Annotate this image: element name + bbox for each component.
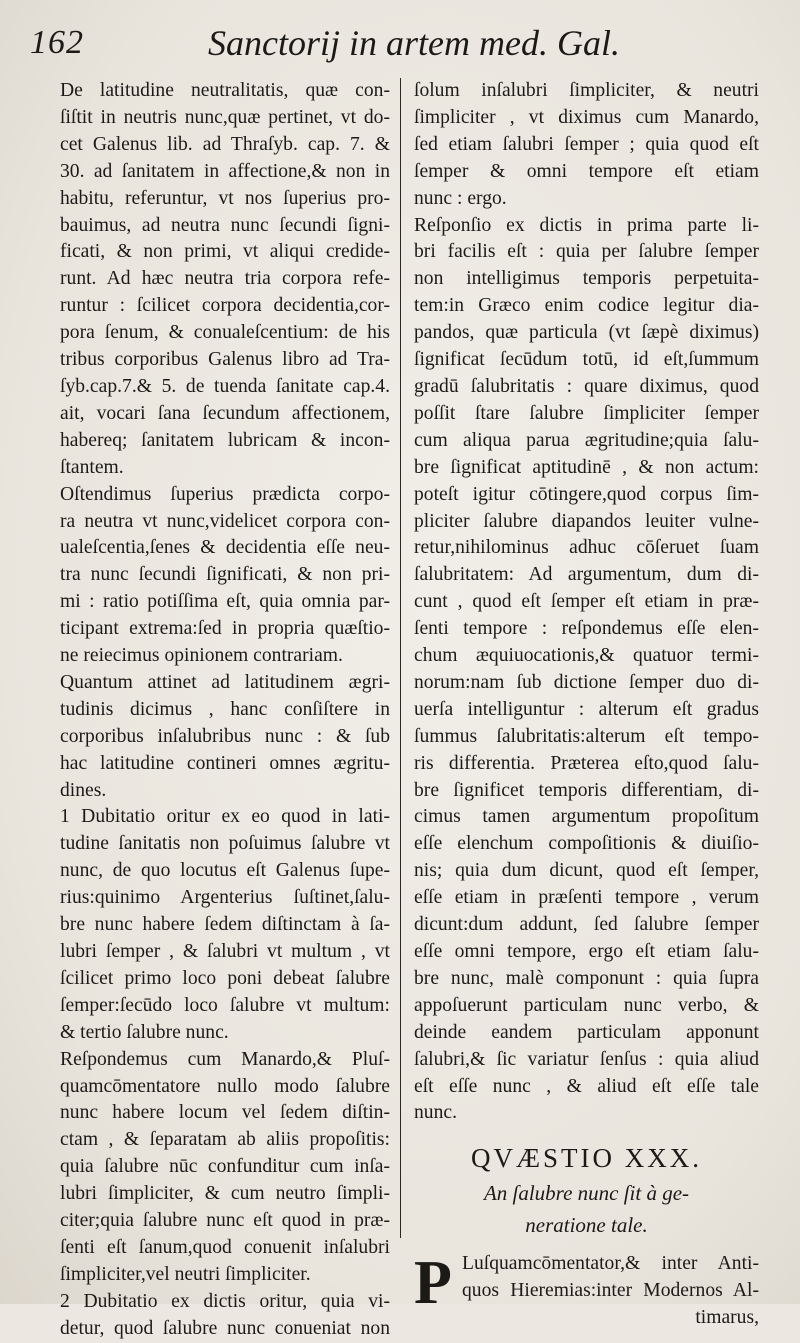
text-line: quia ſalubre nūc confunditur cum inſa- [60, 1156, 390, 1178]
text-line: appoſuerunt particulam nunc verbo, & [414, 994, 759, 1016]
text-line: retur,nihilominus adhuc cōſeruet ſuam [414, 537, 759, 559]
text-line: ſignificat ſecūdum totū, id eſt,ſummum [414, 349, 759, 371]
text-line: bauimus, ad neutra nunc ſecundi ſigni- [60, 214, 390, 236]
right-column-text [414, 78, 759, 1127]
text-line: tra nunc ſecundi ſignificati, & non pri- [60, 564, 390, 586]
text-line: eſſe etiam in præſenti tempore , verum [414, 887, 759, 909]
text-line: Oſtendimus ſuperius prædicta corpo- [60, 483, 390, 505]
text-line: uerſa intelliguntur : alterum eſt gradus [414, 698, 759, 720]
text-line: bre ſignificet temporis differentiam, di- [414, 779, 759, 801]
text-line: ſenti tempore : reſpondemus eſſe elen- [414, 618, 759, 640]
text-line: nunc : ergo. [414, 187, 507, 209]
text-line: dicunt:dum addunt, ſed ſalubre ſemper [414, 914, 759, 936]
text-line: De latitudine neutralitatis, quæ con- [60, 80, 390, 101]
text-line: runt. Ad hæc neutra tria corpora refe- [60, 268, 390, 290]
text-line: nunc, de quo locutus eſt Galenus ſupe- [60, 860, 390, 882]
text-line: eſſe omni tempore, ergo eſt etiam ſalu- [414, 941, 759, 962]
text-line: ſiſtit in neutris nunc,quæ pertinet, vt do- [60, 106, 390, 128]
text-line: cimus tamen argumentum propoſitum [414, 806, 759, 828]
text-line: & tertio ſalubre nunc. [60, 1021, 229, 1043]
text-line: ſcilicet primo loco poni debeat ſalubre [60, 967, 390, 989]
question-title: QVÆSTIO XXX. [471, 1143, 702, 1174]
text-line: ſalubri,& ſic variatur ſenſus : quia aliud [414, 1048, 759, 1070]
right-column [414, 78, 759, 1332]
text-line: eſt eſſe nunc , & aliud eſt eſſe tale [414, 1075, 759, 1097]
left-column [60, 78, 390, 1343]
text-line: chum æquiuocationis,& quatuor termi- [414, 645, 759, 667]
text-line: habitu, referuntur, vt nos ſuperius pro- [60, 187, 390, 209]
text-line: nis; quia dum dicunt, quod eſt ſemper, [414, 860, 759, 882]
text-line: detur, quod ſalubre nunc conueniat non [60, 1317, 390, 1339]
text-line: non intelligimus temporis perpetuita- [414, 268, 759, 290]
text-line: pora ſenum, & conualeſcentium: de his [60, 322, 390, 344]
text-line: ſummus ſalubritatis:alterum eſt tempo- [414, 725, 759, 747]
text-line: lubri ſemper , & ſalubri vt multum , vt [60, 941, 390, 962]
text-line: poſſit ſtare ſalubre ſimpliciter ſemper [414, 402, 759, 424]
drop-capital: P [414, 1249, 452, 1318]
text-line: ticipant extrema:ſed in propria quæſtio- [60, 618, 390, 640]
text-line: Reſpondemus cum Manardo,& Pluſ- [60, 1048, 390, 1070]
text-line: gradū ſalubritatis : quare diximus, quod [414, 375, 759, 397]
opening-line: Luſquamcōmentator,& inter Anti- [462, 1253, 759, 1275]
text-line: ſemper:ſecūdo loco ſalubre vt multum: [60, 994, 390, 1016]
text-line: hac latitudine contineri omnes ægritu- [60, 752, 390, 774]
opening-line: quos Hieremias:inter Modernos Al- [462, 1280, 759, 1302]
opening-paragraph [414, 1251, 759, 1332]
text-line: lubri ſimpliciter, & cum neutro ſimpli- [60, 1183, 390, 1205]
text-line: tribus corporibus Galenus libro ad Tra- [60, 349, 390, 371]
text-line: bre nunc, malè componunt : quia ſupra [414, 967, 759, 989]
column-divider [400, 78, 401, 1238]
text-line: ait, vocari ſana ſecundum affectionem, [60, 402, 390, 424]
text-line: Reſponſio ex dictis in prima parte li- [414, 214, 759, 236]
text-line: dines. [60, 779, 107, 801]
text-line: ſimpliciter,vel neutri ſimpliciter. [60, 1263, 311, 1285]
page-header [30, 22, 770, 72]
text-line: corporibus inſalubribus nunc : & ſub [60, 725, 390, 747]
text-line: cunt , quod eſt ſemper eſt etiam in præ- [414, 591, 759, 613]
text-line: 2 Dubitatio ex dictis oritur, quia vi- [60, 1290, 390, 1312]
text-line: ſemper & omni tempore eſt etiam [414, 160, 759, 182]
text-line: tudinis dicimus , hanc conſiſtere in [60, 698, 390, 720]
text-line: ſyb.cap.7.& 5. de tuenda ſanitate cap.4. [60, 375, 390, 397]
question-subtitle-line-1: An ſalubre nunc ſit à ge- [483, 1181, 690, 1206]
text-line: nunc. [414, 1102, 457, 1124]
text-line: tem:in Græco enim codice legitur dia- [414, 295, 759, 317]
text-line: pliciter ſalubre diapandos leuiter vulne- [414, 510, 759, 532]
text-line: Quantum attinet ad latitudinem ægri- [60, 671, 390, 693]
text-line: quamcōmentatore nullo modo ſalubre [60, 1075, 390, 1097]
text-line: cet Galenus lib. ad Thraſyb. cap. 7. & [60, 133, 390, 155]
text-line: ſed etiam ſalubri ſemper ; quia quod eſt [414, 133, 759, 155]
text-line: ſimpliciter , vt diximus cum Manardo, [414, 106, 759, 128]
text-line: ne reiecimus opinionem contrariam. [60, 645, 343, 667]
text-line: ualeſcentia,ſenes & decidentia eſſe neu- [60, 537, 390, 559]
text-line: pandos, quæ particula (vt ſæpè diximus) [414, 322, 759, 344]
text-line: bre nunc habere ſedem diſtinctam à ſa- [60, 914, 390, 936]
text-line: ra neutra vt nunc,videlicet corpora con- [60, 510, 390, 532]
text-line: ris differentia. Præterea eſto,quod ſalu- [414, 752, 759, 774]
text-line: ſenti eſt ſanum,quod conuenit inſalubri [60, 1236, 390, 1258]
text-line: 1 Dubitatio oritur ex eo quod in lati- [60, 806, 390, 828]
text-line: cum aliqua parua ægritudine;quia ſalu- [414, 429, 759, 451]
text-line: citer;quia ſalubre nunc eſt quod in præ- [60, 1210, 390, 1232]
text-line: eſſe elenchum compoſitionis & diuiſio- [414, 833, 759, 855]
text-line: bre ſignificat aptitudinē , & non actum: [414, 456, 759, 478]
text-line: norum:nam ſub dictione ſemper duo di- [414, 671, 759, 693]
question-subtitle-line-2: neratione tale. [525, 1213, 648, 1238]
text-line: tudine ſanitatis non poſuimus ſalubre vt [60, 833, 390, 855]
text-line: rius:quinimo Argenterius ſuſtinet,ſalu- [60, 887, 390, 909]
text-line: mi : ratio potiſſima eſt, quia omnia par- [60, 591, 390, 613]
running-head: Sanctorij in artem med. Gal. [208, 23, 620, 63]
text-line: ſolum inſalubri ſimpliciter, & neutri [414, 80, 759, 101]
text-line: nunc habere locum vel ſedem diſtin- [60, 1102, 390, 1124]
text-line: ſtantem. [60, 456, 124, 478]
text-line: ſalubritatem: Ad argumentum, dum di- [414, 564, 759, 586]
page-number: 162 [30, 24, 84, 61]
text-line: bri facilis eſt : quia per ſalubre ſemper [414, 241, 759, 263]
text-line: runtur : ſcilicet corpora decidentia,cor- [60, 295, 390, 317]
text-line: poteſt igitur cōtingere,quod corpus ſim- [414, 483, 759, 505]
opening-line: timarus, [695, 1307, 759, 1329]
text-line: deinde eandem particulam apponunt [414, 1021, 759, 1043]
text-line: ctam , & ſeparatam ab aliis propoſitis: [60, 1129, 390, 1151]
text-line: 30. ad ſanitatem in affectione,& non in [60, 160, 390, 182]
text-line: ficati, & non primi, vt aliqui credide- [60, 241, 390, 263]
text-line: habereq; ſanitatem lubricam & incon- [60, 429, 390, 451]
